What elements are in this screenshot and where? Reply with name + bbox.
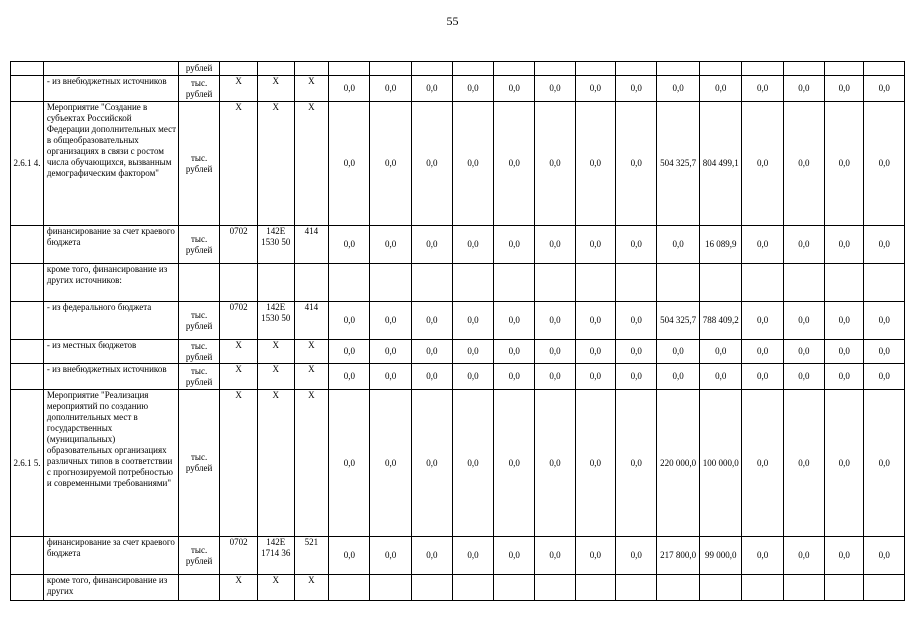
value-cell: 0,0 bbox=[535, 537, 575, 575]
value-cell bbox=[452, 62, 493, 76]
unit-cell: тыс. рублей bbox=[179, 226, 220, 264]
expense-type-cell: 521 bbox=[294, 537, 329, 575]
description-cell: - из федерального бюджета bbox=[43, 302, 178, 340]
value-cell bbox=[783, 264, 824, 302]
value-cell: 0,0 bbox=[699, 340, 742, 364]
value-cell: 0,0 bbox=[575, 390, 615, 537]
description-cell: финансирование за счет краевого бюджета bbox=[43, 537, 178, 575]
value-cell bbox=[411, 264, 452, 302]
value-cell bbox=[494, 575, 535, 601]
target-code-cell: X bbox=[258, 390, 294, 537]
value-cell bbox=[535, 62, 575, 76]
value-cell bbox=[535, 575, 575, 601]
value-cell bbox=[329, 264, 370, 302]
description-cell: - из внебюджетных источников bbox=[43, 76, 178, 102]
value-cell: 0,0 bbox=[864, 102, 905, 226]
row-number-cell bbox=[11, 76, 44, 102]
description-cell: финансирование за счет краевого бюджета bbox=[43, 226, 178, 264]
value-cell: 0,0 bbox=[783, 390, 824, 537]
value-cell: 0,0 bbox=[370, 340, 411, 364]
value-cell: 0,0 bbox=[824, 76, 864, 102]
value-cell bbox=[616, 62, 657, 76]
expense-type-cell: X bbox=[294, 364, 329, 390]
value-cell bbox=[742, 264, 783, 302]
unit-cell: тыс. рублей bbox=[179, 537, 220, 575]
unit-cell: рублей bbox=[179, 62, 220, 76]
value-cell: 0,0 bbox=[864, 340, 905, 364]
value-cell: 0,0 bbox=[411, 390, 452, 537]
row-number-cell bbox=[11, 364, 44, 390]
value-cell bbox=[742, 575, 783, 601]
table-row bbox=[11, 226, 905, 264]
value-cell bbox=[657, 264, 700, 302]
row-number-cell bbox=[11, 226, 44, 264]
value-cell: 220 000,0 bbox=[657, 390, 700, 537]
expense-type-cell: X bbox=[294, 575, 329, 601]
target-code-cell: X bbox=[258, 340, 294, 364]
value-cell: 0,0 bbox=[742, 226, 783, 264]
value-cell bbox=[824, 264, 864, 302]
value-cell: 0,0 bbox=[575, 102, 615, 226]
expense-type-cell: 414 bbox=[294, 302, 329, 340]
value-cell: 0,0 bbox=[824, 537, 864, 575]
value-cell: 0,0 bbox=[535, 302, 575, 340]
value-cell bbox=[329, 62, 370, 76]
value-cell: 0,0 bbox=[657, 340, 700, 364]
value-cell: 0,0 bbox=[494, 537, 535, 575]
target-code-cell bbox=[258, 62, 294, 76]
value-cell: 0,0 bbox=[824, 102, 864, 226]
value-cell: 504 325,7 bbox=[657, 302, 700, 340]
value-cell: 0,0 bbox=[370, 76, 411, 102]
value-cell bbox=[824, 62, 864, 76]
value-cell: 0,0 bbox=[494, 302, 535, 340]
row-number-cell bbox=[11, 575, 44, 601]
value-cell bbox=[616, 264, 657, 302]
table-row bbox=[11, 340, 905, 364]
value-cell: 0,0 bbox=[824, 390, 864, 537]
value-cell: 0,0 bbox=[824, 340, 864, 364]
value-cell bbox=[657, 575, 700, 601]
expense-type-cell: X bbox=[294, 76, 329, 102]
section-code-cell: 0702 bbox=[220, 226, 258, 264]
value-cell bbox=[452, 264, 493, 302]
value-cell: 0,0 bbox=[699, 76, 742, 102]
unit-cell: тыс. рублей bbox=[179, 302, 220, 340]
section-code-cell: 0702 bbox=[220, 302, 258, 340]
value-cell: 0,0 bbox=[370, 302, 411, 340]
value-cell: 0,0 bbox=[824, 226, 864, 264]
target-code-cell: 142Е 1530 50 bbox=[258, 302, 294, 340]
value-cell bbox=[535, 264, 575, 302]
description-cell: - из внебюджетных источников bbox=[43, 364, 178, 390]
value-cell bbox=[411, 62, 452, 76]
section-code-cell: 0702 bbox=[220, 537, 258, 575]
value-cell: 0,0 bbox=[329, 364, 370, 390]
value-cell: 0,0 bbox=[370, 226, 411, 264]
value-cell: 0,0 bbox=[494, 364, 535, 390]
value-cell: 0,0 bbox=[535, 364, 575, 390]
description-cell: кроме того, финансирование из других bbox=[43, 575, 178, 601]
value-cell: 0,0 bbox=[783, 226, 824, 264]
target-code-cell: X bbox=[258, 364, 294, 390]
value-cell: 0,0 bbox=[452, 537, 493, 575]
target-code-cell: 142Е 1530 50 bbox=[258, 226, 294, 264]
value-cell: 0,0 bbox=[370, 537, 411, 575]
target-code-cell: X bbox=[258, 575, 294, 601]
value-cell bbox=[411, 575, 452, 601]
value-cell bbox=[575, 62, 615, 76]
value-cell: 0,0 bbox=[699, 364, 742, 390]
value-cell: 0,0 bbox=[616, 76, 657, 102]
value-cell: 0,0 bbox=[329, 102, 370, 226]
value-cell: 0,0 bbox=[742, 102, 783, 226]
target-code-cell: X bbox=[258, 76, 294, 102]
value-cell: 0,0 bbox=[864, 537, 905, 575]
table-row bbox=[11, 264, 905, 302]
section-code-cell: X bbox=[220, 364, 258, 390]
value-cell: 0,0 bbox=[494, 102, 535, 226]
value-cell: 217 800,0 bbox=[657, 537, 700, 575]
value-cell: 0,0 bbox=[864, 364, 905, 390]
unit-cell: тыс. рублей bbox=[179, 390, 220, 537]
value-cell: 0,0 bbox=[616, 390, 657, 537]
table-row bbox=[11, 537, 905, 575]
value-cell: 0,0 bbox=[864, 76, 905, 102]
description-cell: Мероприятие "Реализация мероприятий по созданию дополнительных мест в государственных (муниципальных) образовательных организациях различных типов в соответствии с прогнозируемой потребностью и современными требованиями" bbox=[43, 390, 178, 537]
value-cell: 0,0 bbox=[411, 364, 452, 390]
expense-type-cell: 414 bbox=[294, 226, 329, 264]
budget-table bbox=[10, 61, 905, 601]
table-row bbox=[11, 102, 905, 226]
value-cell bbox=[783, 62, 824, 76]
table-row bbox=[11, 62, 905, 76]
value-cell: 16 089,9 bbox=[699, 226, 742, 264]
value-cell: 0,0 bbox=[742, 390, 783, 537]
value-cell bbox=[616, 575, 657, 601]
value-cell: 0,0 bbox=[370, 102, 411, 226]
value-cell: 0,0 bbox=[329, 226, 370, 264]
section-code-cell bbox=[220, 264, 258, 302]
description-cell bbox=[43, 62, 178, 76]
value-cell: 100 000,0 bbox=[699, 390, 742, 537]
section-code-cell: X bbox=[220, 575, 258, 601]
value-cell: 0,0 bbox=[370, 364, 411, 390]
value-cell: 0,0 bbox=[575, 76, 615, 102]
value-cell: 0,0 bbox=[575, 226, 615, 264]
expense-type-cell bbox=[294, 264, 329, 302]
value-cell bbox=[657, 62, 700, 76]
value-cell: 0,0 bbox=[535, 226, 575, 264]
value-cell: 0,0 bbox=[783, 76, 824, 102]
target-code-cell: 142Е 1714 36 bbox=[258, 537, 294, 575]
value-cell: 0,0 bbox=[616, 537, 657, 575]
value-cell: 0,0 bbox=[329, 537, 370, 575]
value-cell bbox=[699, 62, 742, 76]
target-code-cell: X bbox=[258, 102, 294, 226]
value-cell: 0,0 bbox=[616, 102, 657, 226]
value-cell: 0,0 bbox=[494, 76, 535, 102]
section-code-cell: X bbox=[220, 76, 258, 102]
row-number-cell bbox=[11, 340, 44, 364]
row-number-cell: 2.6.1 4. bbox=[11, 102, 44, 226]
value-cell: 0,0 bbox=[535, 102, 575, 226]
expense-type-cell: X bbox=[294, 340, 329, 364]
unit-cell: тыс. рублей bbox=[179, 340, 220, 364]
page-number: 55 bbox=[446, 14, 459, 28]
value-cell: 0,0 bbox=[742, 537, 783, 575]
table-row bbox=[11, 575, 905, 601]
table-row bbox=[11, 364, 905, 390]
value-cell bbox=[699, 575, 742, 601]
value-cell: 0,0 bbox=[329, 76, 370, 102]
value-cell bbox=[699, 264, 742, 302]
unit-cell bbox=[179, 264, 220, 302]
value-cell: 0,0 bbox=[452, 340, 493, 364]
value-cell: 0,0 bbox=[411, 340, 452, 364]
table-row bbox=[11, 390, 905, 537]
value-cell: 0,0 bbox=[329, 340, 370, 364]
value-cell bbox=[329, 575, 370, 601]
value-cell: 0,0 bbox=[329, 302, 370, 340]
expense-type-cell bbox=[294, 62, 329, 76]
value-cell: 0,0 bbox=[411, 302, 452, 340]
row-number-cell bbox=[11, 264, 44, 302]
value-cell: 0,0 bbox=[452, 226, 493, 264]
value-cell: 0,0 bbox=[411, 102, 452, 226]
value-cell bbox=[370, 62, 411, 76]
value-cell: 99 000,0 bbox=[699, 537, 742, 575]
section-code-cell: X bbox=[220, 340, 258, 364]
value-cell: 0,0 bbox=[864, 226, 905, 264]
value-cell bbox=[864, 264, 905, 302]
value-cell: 0,0 bbox=[742, 76, 783, 102]
value-cell bbox=[575, 264, 615, 302]
row-number-cell bbox=[11, 62, 44, 76]
expense-type-cell: X bbox=[294, 102, 329, 226]
section-code-cell bbox=[220, 62, 258, 76]
row-number-cell: 2.6.1 5. bbox=[11, 390, 44, 537]
value-cell: 0,0 bbox=[616, 226, 657, 264]
value-cell: 0,0 bbox=[575, 340, 615, 364]
value-cell: 0,0 bbox=[783, 364, 824, 390]
description-cell: Мероприятие "Создание в субъектах Российской Федерации дополнительных мест в общеобразовательных организациях в связи с ростом числа обучающихся, вызванным демографическим фактором" bbox=[43, 102, 178, 226]
value-cell bbox=[370, 575, 411, 601]
expense-type-cell: X bbox=[294, 390, 329, 537]
description-cell: кроме того, финансирование из других источников: bbox=[43, 264, 178, 302]
value-cell: 0,0 bbox=[657, 364, 700, 390]
value-cell: 804 499,1 bbox=[699, 102, 742, 226]
value-cell: 0,0 bbox=[535, 390, 575, 537]
value-cell: 0,0 bbox=[742, 302, 783, 340]
value-cell: 0,0 bbox=[411, 537, 452, 575]
value-cell: 0,0 bbox=[657, 76, 700, 102]
value-cell: 0,0 bbox=[575, 302, 615, 340]
value-cell: 0,0 bbox=[575, 364, 615, 390]
value-cell: 0,0 bbox=[742, 364, 783, 390]
table-row bbox=[11, 302, 905, 340]
value-cell: 0,0 bbox=[657, 226, 700, 264]
value-cell: 0,0 bbox=[616, 364, 657, 390]
value-cell: 0,0 bbox=[783, 537, 824, 575]
value-cell bbox=[575, 575, 615, 601]
section-code-cell: X bbox=[220, 102, 258, 226]
value-cell bbox=[783, 575, 824, 601]
value-cell: 504 325,7 bbox=[657, 102, 700, 226]
row-number-cell bbox=[11, 537, 44, 575]
value-cell: 0,0 bbox=[783, 302, 824, 340]
target-code-cell bbox=[258, 264, 294, 302]
value-cell: 0,0 bbox=[783, 102, 824, 226]
value-cell bbox=[494, 62, 535, 76]
value-cell bbox=[452, 575, 493, 601]
value-cell: 0,0 bbox=[452, 390, 493, 537]
value-cell: 0,0 bbox=[535, 76, 575, 102]
value-cell: 0,0 bbox=[452, 302, 493, 340]
value-cell: 0,0 bbox=[864, 390, 905, 537]
value-cell: 0,0 bbox=[494, 390, 535, 537]
value-cell: 0,0 bbox=[864, 302, 905, 340]
value-cell: 0,0 bbox=[575, 537, 615, 575]
row-number-cell bbox=[11, 302, 44, 340]
value-cell bbox=[742, 62, 783, 76]
value-cell bbox=[824, 575, 864, 601]
value-cell: 0,0 bbox=[824, 364, 864, 390]
value-cell: 0,0 bbox=[452, 364, 493, 390]
value-cell: 0,0 bbox=[411, 76, 452, 102]
value-cell: 0,0 bbox=[411, 226, 452, 264]
value-cell bbox=[494, 264, 535, 302]
value-cell: 0,0 bbox=[494, 340, 535, 364]
value-cell: 0,0 bbox=[370, 390, 411, 537]
value-cell: 0,0 bbox=[452, 102, 493, 226]
table-row bbox=[11, 76, 905, 102]
value-cell: 0,0 bbox=[452, 76, 493, 102]
value-cell: 0,0 bbox=[535, 340, 575, 364]
value-cell: 0,0 bbox=[824, 302, 864, 340]
value-cell bbox=[864, 575, 905, 601]
value-cell: 0,0 bbox=[742, 340, 783, 364]
value-cell: 0,0 bbox=[616, 302, 657, 340]
value-cell: 0,0 bbox=[329, 390, 370, 537]
description-cell: - из местных бюджетов bbox=[43, 340, 178, 364]
section-code-cell: X bbox=[220, 390, 258, 537]
value-cell: 0,0 bbox=[783, 340, 824, 364]
value-cell: 788 409,2 bbox=[699, 302, 742, 340]
value-cell bbox=[864, 62, 905, 76]
unit-cell: тыс. рублей bbox=[179, 364, 220, 390]
value-cell: 0,0 bbox=[494, 226, 535, 264]
unit-cell: тыс. рублей bbox=[179, 102, 220, 226]
value-cell: 0,0 bbox=[616, 340, 657, 364]
unit-cell bbox=[179, 575, 220, 601]
unit-cell: тыс. рублей bbox=[179, 76, 220, 102]
value-cell bbox=[370, 264, 411, 302]
